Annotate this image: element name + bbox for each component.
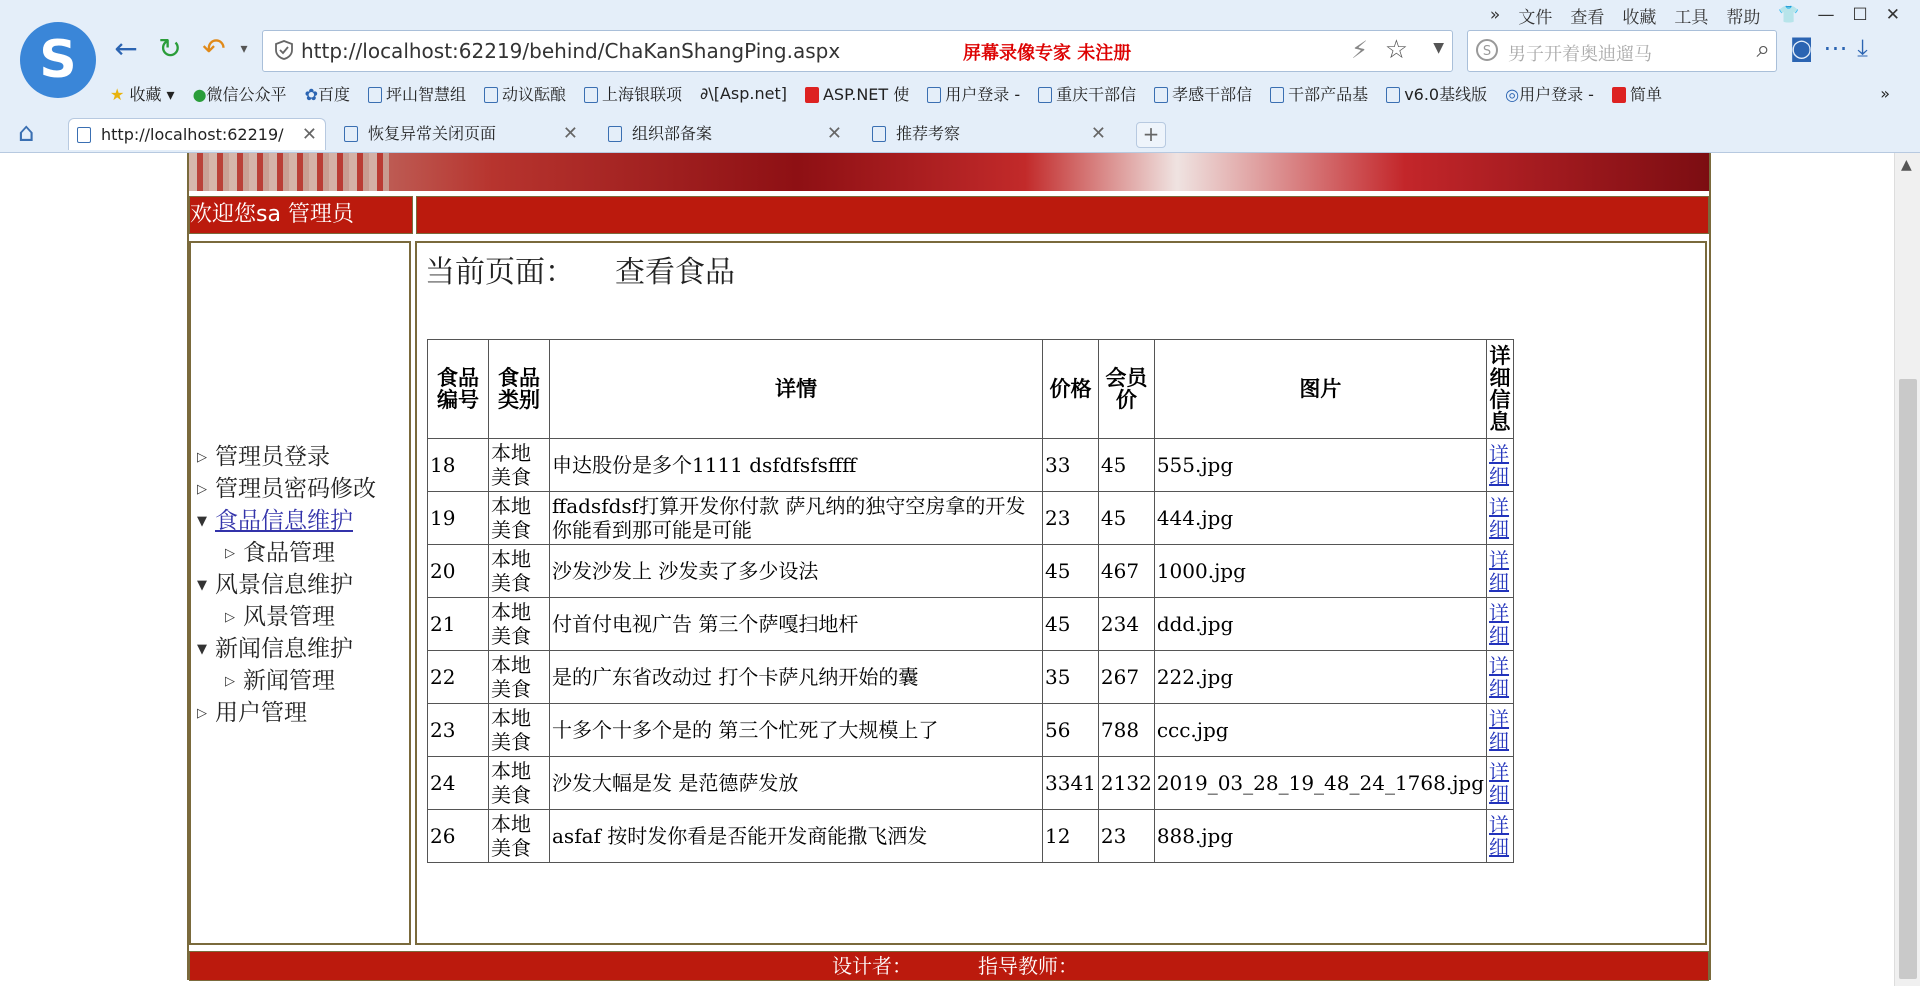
scrollbar-thumb[interactable] [1899, 379, 1917, 979]
sidebar-item-food-info[interactable]: ▼ 食品信息维护 [197, 505, 376, 537]
table-header-row [428, 340, 1514, 439]
undo-dropdown-icon[interactable]: ▾ [240, 41, 248, 57]
cell-id: 24 [428, 757, 489, 810]
skin-icon[interactable]: 👕 [1778, 5, 1800, 25]
detail-link[interactable]: 详细 [1487, 810, 1514, 863]
detail-link[interactable]: 详细 [1487, 704, 1514, 757]
page-icon [1270, 87, 1284, 103]
cell-detail-text: 是的广东省改动过 打个卡萨凡纳开始的囊 [550, 651, 1043, 704]
cell-image-name: ddd.jpg [1154, 598, 1486, 651]
back-icon[interactable]: ← [114, 32, 138, 65]
collapse-arrow-icon[interactable]: ▼ [197, 578, 207, 593]
cell-detail-text: 沙发大幅是发 是范德萨发放 [550, 757, 1043, 810]
tab-recover[interactable]: 恢复异常关闭页面 ✕ [336, 118, 586, 150]
welcome-bar [189, 193, 1709, 233]
close-window-button[interactable]: ✕ [1885, 5, 1900, 25]
bookmark-item[interactable]: 干部产品基 [1270, 82, 1368, 105]
bookmark-item[interactable]: ◎用户登录 - [1505, 84, 1594, 104]
sidebar-item-scenery-info[interactable]: ▼ 风景信息维护 [197, 569, 376, 601]
expand-arrow-icon[interactable]: ▷ [197, 706, 207, 721]
cell-id: 18 [428, 439, 489, 492]
cell-member-price: 45 [1098, 439, 1154, 492]
expand-arrow-icon[interactable]: ▷ [225, 546, 235, 561]
detail-link[interactable]: 详细 [1487, 651, 1514, 704]
sidebar-item-user-manage[interactable]: ▷ 用户管理 [197, 697, 376, 729]
detail-link[interactable]: 详细 [1487, 439, 1514, 492]
cell-id: 23 [428, 704, 489, 757]
page-icon [484, 87, 498, 103]
page-title: 查看食品 [615, 255, 735, 290]
table-row [428, 651, 1514, 704]
cell-category: 本地美食 [489, 757, 550, 810]
tab-strip [0, 114, 1920, 152]
page-icon [344, 126, 358, 142]
aspnet-icon: ∂\ [700, 83, 714, 103]
detail-link[interactable]: 详细 [1487, 598, 1514, 651]
address-bar[interactable] [262, 30, 1453, 72]
browser-chrome [0, 0, 1920, 153]
menu-favorites[interactable]: 收藏 [1622, 7, 1657, 28]
collapse-arrow-icon[interactable]: ▼ [197, 642, 207, 657]
browser-logo-icon: S [20, 22, 96, 98]
collapse-arrow-icon[interactable]: ▼ [197, 514, 207, 529]
col-header-image: 图片 [1154, 340, 1486, 439]
bookmark-item[interactable]: 上海银联项 [584, 82, 682, 105]
bookmark-item[interactable]: ✿百度 [304, 84, 350, 104]
bookmark-item[interactable]: v6.0基线版 [1386, 82, 1487, 105]
refresh-icon[interactable]: ↻ [158, 32, 182, 65]
designer-label: 设计者： [832, 954, 912, 978]
bookmark-item[interactable]: ASP.NET 使 [805, 82, 909, 105]
cell-id: 20 [428, 545, 489, 598]
col-header-id: 食品编号 [428, 340, 489, 439]
cell-id: 19 [428, 492, 489, 545]
close-tab-icon[interactable]: ✕ [1090, 123, 1106, 144]
sidebar-item-admin-login[interactable]: ▷ 管理员登录 [197, 441, 376, 473]
table-row [428, 810, 1514, 863]
close-tab-icon[interactable]: ✕ [562, 123, 578, 144]
menu-view[interactable]: 查看 [1570, 7, 1605, 28]
sidebar-item-scenery-manage[interactable]: ▷ 风景管理 [197, 601, 376, 633]
main-content [415, 241, 1707, 945]
menu-file[interactable]: 文件 [1518, 7, 1553, 28]
cell-category: 本地美食 [489, 545, 550, 598]
table-row [428, 704, 1514, 757]
maximize-button[interactable]: ☐ [1852, 5, 1868, 25]
page-icon [608, 126, 622, 142]
cell-id: 22 [428, 651, 489, 704]
cell-member-price: 2132 [1098, 757, 1154, 810]
cell-id: 26 [428, 810, 489, 863]
bookmark-item[interactable]: ●微信公众平 [192, 84, 287, 104]
browser-menubar [1490, 3, 1900, 27]
bookmark-item[interactable]: 重庆干部信 [1038, 82, 1136, 105]
page-viewport [0, 153, 1894, 986]
cell-member-price: 45 [1098, 492, 1154, 545]
sidebar-item-news-info[interactable]: ▼ 新闻信息维护 [197, 633, 376, 665]
bookmarks-overflow-button[interactable]: » [1880, 83, 1890, 103]
footer-bar [189, 951, 1709, 981]
col-header-member-price: 会员价 [1098, 340, 1154, 439]
minimize-button[interactable]: — [1817, 5, 1835, 25]
cell-image-name: 555.jpg [1154, 439, 1486, 492]
recorder-watermark: 屏幕录像专家 未注册 [963, 43, 1132, 64]
cell-member-price: 23 [1098, 810, 1154, 863]
col-header-detail: 详情 [550, 340, 1043, 439]
menu-overflow-button[interactable]: » [1489, 5, 1501, 25]
cell-price: 33 [1043, 439, 1099, 492]
cell-image-name: ccc.jpg [1154, 704, 1486, 757]
search-box[interactable] [1467, 30, 1777, 72]
cell-image-name: 222.jpg [1154, 651, 1486, 704]
close-tab-icon[interactable]: ✕ [301, 124, 317, 145]
table-row [428, 757, 1514, 810]
table-row [428, 545, 1514, 598]
detail-link[interactable]: 详细 [1487, 492, 1514, 545]
url-text[interactable]: http://localhost:62219/behind/ChaKanShangPing.aspx [301, 39, 841, 63]
detail-link[interactable]: 详细 [1487, 545, 1514, 598]
tab-org[interactable]: 组织部备案 ✕ [600, 118, 850, 150]
cell-detail-text: 十多个十多个是的 第三个忙死了大规模上了 [550, 704, 1043, 757]
bookmark-star-icon[interactable]: ☆ [1384, 35, 1408, 65]
cell-member-price: 267 [1098, 651, 1154, 704]
menu-tools[interactable]: 工具 [1674, 7, 1709, 28]
page-icon [1038, 87, 1052, 103]
scroll-up-icon[interactable]: ▲ [1901, 157, 1912, 173]
bookmark-item[interactable]: 孝感干部信 [1154, 82, 1252, 105]
cell-detail-text: ffadsfdsf打算开发你付款 萨凡纳的独守空房拿的开发你能看到那可能是可能 [550, 492, 1043, 545]
tab-current[interactable]: http://localhost:62219/ ✕ [68, 118, 326, 150]
top-red-bar [416, 196, 1709, 234]
cell-member-price: 234 [1098, 598, 1154, 651]
star-icon: ★ [110, 84, 125, 104]
lightning-icon[interactable]: ⚡ [1351, 36, 1368, 64]
page-icon [1386, 87, 1400, 103]
cell-category: 本地美食 [489, 651, 550, 704]
detail-link[interactable]: 详细 [1487, 757, 1514, 810]
menu-help[interactable]: 帮助 [1726, 7, 1761, 28]
cell-price: 12 [1043, 810, 1099, 863]
col-header-category: 食品类别 [489, 340, 550, 439]
page-icon [872, 126, 886, 142]
baidu-paw-icon: ✿ [304, 84, 318, 104]
security-shield-icon [273, 39, 295, 61]
cell-detail-text: 付首付电视广告 第三个萨嘎扫地杆 [550, 598, 1043, 651]
sidebar [189, 241, 411, 945]
cell-detail-text: 沙发沙发上 沙发卖了多少设法 [550, 545, 1043, 598]
page-icon [368, 87, 382, 103]
expand-arrow-icon[interactable]: ▷ [197, 482, 207, 497]
globe-icon: ◎ [1505, 84, 1520, 104]
sidebar-item-food-manage[interactable]: ▷ 食品管理 [197, 537, 376, 569]
search-icon[interactable]: ⌕ [1756, 35, 1770, 63]
translate-icon[interactable]: ◙ [1790, 34, 1814, 62]
bookmark-favorites[interactable]: ★ 收藏 ▾ [110, 84, 175, 104]
cell-price: 56 [1043, 704, 1099, 757]
cell-price: 3341 [1043, 757, 1099, 810]
cell-category: 本地美食 [489, 810, 550, 863]
expand-arrow-icon[interactable]: ▷ [225, 674, 235, 689]
page-icon [584, 87, 598, 103]
expand-arrow-icon[interactable]: ▷ [197, 450, 207, 465]
csdn-icon [805, 87, 819, 103]
cell-image-name: 2019_03_28_19_48_24_1768.jpg [1154, 757, 1486, 810]
cell-detail-text: 申达股份是多个1111 dsfdfsfsffff [550, 439, 1043, 492]
welcome-text: 欢迎您sa 管理员 [189, 196, 413, 234]
expand-arrow-icon[interactable]: ▷ [225, 610, 235, 625]
cell-price: 45 [1043, 545, 1099, 598]
search-input[interactable]: 男子开着奥迪遛马 [1508, 44, 1652, 65]
wechat-icon: ● [192, 84, 207, 104]
cell-image-name: 888.jpg [1154, 810, 1486, 863]
breadcrumb [425, 247, 735, 291]
new-tab-button[interactable]: + [1136, 122, 1166, 148]
menu-tree [197, 441, 376, 729]
cell-image-name: 444.jpg [1154, 492, 1486, 545]
banner-image [189, 153, 1709, 191]
cell-price: 45 [1043, 598, 1099, 651]
cell-category: 本地美食 [489, 492, 550, 545]
col-header-more: 详细信息 [1487, 340, 1514, 439]
bookmark-item[interactable]: 简单 [1612, 82, 1662, 105]
table-row [428, 492, 1514, 545]
page-icon [77, 127, 91, 143]
tab-recommend[interactable]: 推荐考察 ✕ [864, 118, 1114, 150]
home-icon[interactable]: ⌂ [18, 118, 35, 148]
browser-tools [1790, 34, 1868, 62]
bookmark-item[interactable]: 坪山智慧组 [368, 82, 466, 105]
col-header-price: 价格 [1043, 340, 1099, 439]
bookmark-item[interactable]: ∂\[Asp.net] [700, 83, 787, 103]
cell-category: 本地美食 [489, 598, 550, 651]
table-row [428, 598, 1514, 651]
table-row [428, 439, 1514, 492]
cell-detail-text: asfaf 按时发你看是否能开发商能撒飞洒发 [550, 810, 1043, 863]
download-icon[interactable]: ⤓ [1857, 34, 1868, 62]
cell-price: 35 [1043, 651, 1099, 704]
cell-price: 23 [1043, 492, 1099, 545]
site-frame [187, 153, 1711, 980]
teacher-label: 指导教师： [978, 954, 1078, 978]
sidebar-item-admin-password[interactable]: ▷ 管理员密码修改 [197, 473, 376, 505]
cell-member-price: 788 [1098, 704, 1154, 757]
breadcrumb-label: 当前页面： [425, 255, 575, 290]
cell-category: 本地美食 [489, 704, 550, 757]
cell-member-price: 467 [1098, 545, 1154, 598]
bookmark-item[interactable]: 用户登录 - [927, 82, 1020, 105]
more-icon[interactable]: ⋯ [1823, 34, 1848, 62]
address-dropdown-icon[interactable]: ▼ [1433, 40, 1444, 56]
food-table [427, 339, 1514, 863]
search-engine-icon[interactable]: S [1476, 39, 1498, 61]
page-scrollbar[interactable] [1894, 153, 1920, 986]
bookmark-item[interactable]: 动议酝酿 [484, 82, 566, 105]
page-icon [927, 87, 941, 103]
cell-category: 本地美食 [489, 439, 550, 492]
close-tab-icon[interactable]: ✕ [826, 123, 842, 144]
csdn-icon [1612, 87, 1626, 103]
undo-icon[interactable]: ↶ [202, 32, 226, 65]
sidebar-item-news-manage[interactable]: ▷ 新闻管理 [197, 665, 376, 697]
bookmarks-bar [110, 80, 1910, 106]
cell-image-name: 1000.jpg [1154, 545, 1486, 598]
cell-id: 21 [428, 598, 489, 651]
page-icon [1154, 87, 1168, 103]
